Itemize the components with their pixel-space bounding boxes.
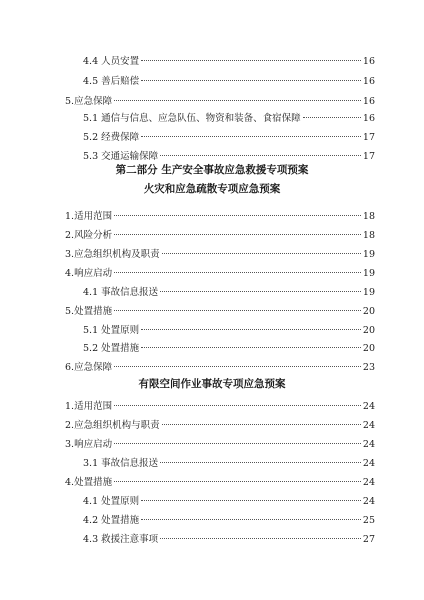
- toc-entry-page: 25: [362, 515, 375, 526]
- toc-entry[interactable]: [0, 266, 424, 282]
- toc-entry-label: 5.处置措施: [65, 306, 113, 317]
- leader-dots: [114, 100, 361, 101]
- leader-dots: [160, 155, 361, 156]
- toc-entry-page: 19: [362, 287, 375, 298]
- leader-dots: [160, 291, 361, 292]
- toc-entry-page: 16: [362, 76, 375, 87]
- toc-entry-label: 4.1 事故信息报送: [83, 287, 159, 298]
- leader-dots: [114, 234, 361, 235]
- leader-dots: [141, 500, 361, 501]
- toc-entry-label: 5.2 处置措施: [83, 343, 140, 354]
- toc-entry-page: 19: [362, 249, 375, 260]
- leader-dots: [141, 329, 361, 330]
- toc-entry-page: 23: [362, 362, 375, 373]
- toc-entry-page: 16: [362, 113, 375, 124]
- toc-entry[interactable]: [0, 399, 424, 415]
- leader-dots: [114, 405, 361, 406]
- toc-entry[interactable]: [0, 532, 424, 548]
- toc-entry-label: 5.1 处置原则: [83, 325, 140, 336]
- toc-entry[interactable]: [0, 513, 424, 529]
- toc-entry-label: 5.1 通信与信息、应急队伍、物资和装备、食宿保障: [83, 113, 301, 124]
- toc-entry-page: 18: [362, 230, 375, 241]
- leader-dots: [141, 60, 361, 61]
- toc-entry[interactable]: [0, 494, 424, 510]
- toc-entry-label: 3.响应启动: [65, 439, 113, 450]
- leader-dots: [141, 80, 361, 81]
- leader-dots: [114, 310, 361, 311]
- toc-entry-label: 4.1 处置原则: [83, 496, 140, 507]
- toc-entry[interactable]: [0, 341, 424, 357]
- toc-entry-label: 1.适用范围: [65, 211, 113, 222]
- toc-entry-label: 2.风险分析: [65, 230, 113, 241]
- toc-entry-label: 4.2 处置措施: [83, 515, 140, 526]
- toc-entry[interactable]: [0, 228, 424, 244]
- toc-entry-label: 6.应急保障: [65, 362, 113, 373]
- part2-title: 第二部分 生产安全事故应急救援专项预案: [115, 164, 309, 176]
- leader-dots: [141, 519, 361, 520]
- toc-entry-page: 20: [362, 325, 375, 336]
- toc-entry-page: 24: [362, 401, 375, 412]
- toc-entry-page: 20: [362, 343, 375, 354]
- toc-entry[interactable]: [0, 209, 424, 225]
- toc-entry-page: 19: [362, 268, 375, 279]
- toc-entry-page: 24: [362, 439, 375, 450]
- toc-entry-page: 24: [362, 477, 375, 488]
- toc-entry-page: 20: [362, 306, 375, 317]
- toc-entry-page: 24: [362, 496, 375, 507]
- toc-entry-label: 5.应急保障: [65, 96, 113, 107]
- toc-entry-label: 1.适用范围: [65, 401, 113, 412]
- toc-entry-page: 24: [362, 458, 375, 469]
- toc-entry-label: 4.3 救援注意事项: [83, 534, 159, 545]
- toc-entry[interactable]: [0, 285, 424, 301]
- toc-entry-label: 4.5 善后赔偿: [83, 76, 140, 87]
- toc-entry[interactable]: [0, 360, 424, 376]
- confined-space-plan-title: 有限空间作业事故专项应急预案: [138, 378, 286, 390]
- leader-dots: [162, 253, 361, 254]
- toc-entry[interactable]: [0, 74, 424, 90]
- toc-entry[interactable]: [0, 111, 424, 127]
- leader-dots: [114, 481, 361, 482]
- toc-entry[interactable]: [0, 437, 424, 453]
- leader-dots: [303, 117, 361, 118]
- leader-dots: [114, 366, 361, 367]
- toc-entry[interactable]: [0, 323, 424, 339]
- leader-dots: [114, 443, 361, 444]
- leader-dots: [160, 462, 361, 463]
- toc-entry-label: 5.2 经费保障: [83, 132, 140, 143]
- fire-plan-title: 火灾和应急疏散专项应急预案: [143, 183, 281, 195]
- toc-entry-label: 4.处置措施: [65, 477, 113, 488]
- leader-dots: [141, 136, 361, 137]
- toc-entry[interactable]: [0, 475, 424, 491]
- toc-entry-label: 3.应急组织机构及职责: [65, 249, 160, 260]
- toc-entry[interactable]: [0, 130, 424, 146]
- toc-entry-label: 3.1 事故信息报送: [83, 458, 159, 469]
- leader-dots: [162, 424, 361, 425]
- toc-entry-label: 4.4 人员安置: [83, 56, 140, 67]
- toc-entry[interactable]: [0, 304, 424, 320]
- toc-entry-page: 17: [362, 132, 375, 143]
- toc-entry-page: 17: [362, 151, 375, 162]
- leader-dots: [141, 347, 361, 348]
- toc-entry[interactable]: [0, 247, 424, 263]
- toc-entry-page: 24: [362, 420, 375, 431]
- toc-entry-page: 16: [362, 56, 375, 67]
- toc-entry-page: 18: [362, 211, 375, 222]
- toc-entry[interactable]: [0, 418, 424, 434]
- leader-dots: [114, 272, 361, 273]
- toc-entry-label: 2.应急组织机构与职责: [65, 420, 160, 431]
- toc-entry-page: 16: [362, 96, 375, 107]
- toc-entry-label: 5.3 交通运输保障: [83, 151, 159, 162]
- leader-dots: [160, 538, 361, 539]
- toc-entry-label: 4.响应启动: [65, 268, 113, 279]
- toc-entry[interactable]: [0, 94, 424, 110]
- toc-entry-page: 27: [362, 534, 375, 545]
- toc-entry[interactable]: [0, 456, 424, 472]
- leader-dots: [114, 215, 361, 216]
- toc-entry[interactable]: [0, 54, 424, 70]
